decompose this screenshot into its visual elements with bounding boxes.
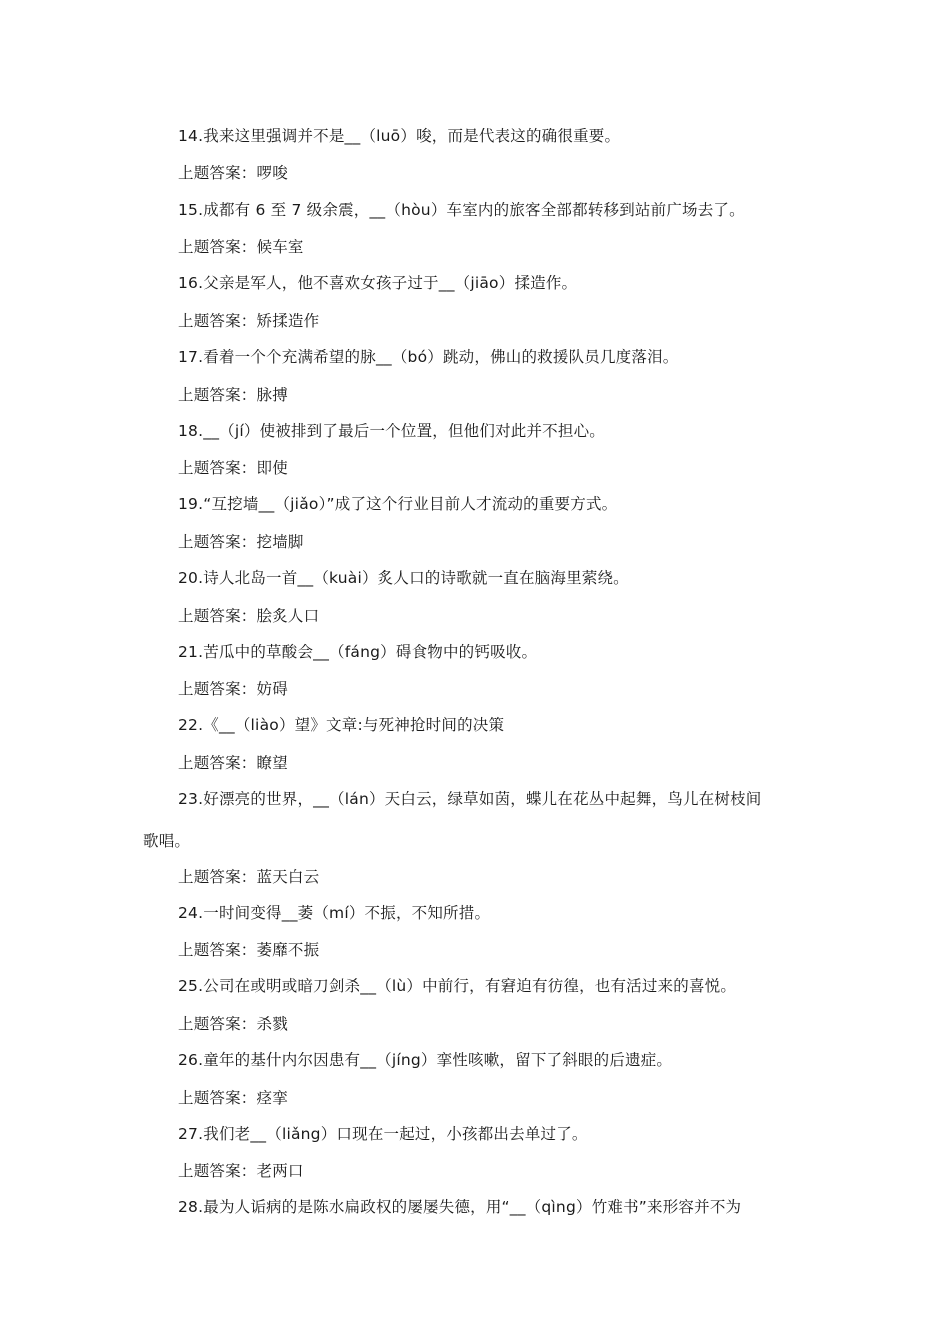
- question-15: 15.成都有 6 至 7 级余震，__（hòu）车室内的旅客全部都转移到站前广场去了。: [178, 201, 745, 219]
- question-24: 24.一时间变得__萎（mí）不振，不知所措。: [178, 904, 491, 922]
- answer-27: 上题答案：老两口: [178, 1162, 304, 1180]
- answer-26: 上题答案：痉挛: [178, 1089, 288, 1107]
- question-17: 17.看着一个个充满希望的脉__（bó）跳动，佛山的救援队员几度落泪。: [178, 348, 679, 366]
- answer-19: 上题答案：挖墙脚: [178, 533, 304, 551]
- answer-22: 上题答案：瞭望: [178, 754, 288, 772]
- question-19: 19.“互挖墙__（jiǎo）”成了这个行业目前人才流动的重要方式。: [178, 495, 618, 513]
- question-26: 26.童年的基什内尔因患有__（jíng）挛性咳嗽，留下了斜眼的后遗症。: [178, 1051, 673, 1069]
- answer-20: 上题答案：脍炙人口: [178, 607, 320, 625]
- question-20: 20.诗人北岛一首__（kuài）炙人口的诗歌就一直在脑海里萦绕。: [178, 569, 629, 587]
- answer-23: 上题答案：蓝天白云: [178, 868, 320, 886]
- question-16: 16.父亲是军人，他不喜欢女孩子过于__（jiāo）揉造作。: [178, 274, 578, 292]
- question-27: 27.我们老__（liǎng）口现在一起过，小孩都出去单过了。: [178, 1125, 588, 1143]
- question-18: 18.__（jí）使被排到了最后一个位置，但他们对此并不担心。: [178, 422, 605, 440]
- answer-17: 上题答案：脉搏: [178, 386, 288, 404]
- answer-14: 上题答案：啰唆: [178, 164, 288, 182]
- question-28: 28.最为人诟病的是陈水扁政权的屡屡失德，用“__（qìng）竹难书”来形容并不为: [178, 1198, 742, 1216]
- question-22: 22.《__（liào）望》文章:与死神抢时间的决策: [178, 716, 505, 734]
- answer-18: 上题答案：即使: [178, 459, 288, 477]
- answer-21: 上题答案：妨碍: [178, 680, 288, 698]
- question-23: 23.好漂亮的世界，__（lán）天白云，绿草如茵，蝶儿在花丛中起舞，鸟儿在树枝间: [178, 790, 762, 808]
- question-21: 21.苦瓜中的草酸会__（fáng）碍食物中的钙吸收。: [178, 643, 538, 661]
- answer-25: 上题答案：杀戮: [178, 1015, 288, 1033]
- question-23-continuation: 歌唱。: [143, 832, 191, 850]
- answer-24: 上题答案：萎靡不振: [178, 941, 320, 959]
- answer-16: 上题答案：矫揉造作: [178, 312, 320, 330]
- answer-15: 上题答案：候车室: [178, 238, 304, 256]
- question-14: 14.我来这里强调并不是__（luō）唆，而是代表这的确很重要。: [178, 127, 621, 145]
- question-25: 25.公司在或明或暗刀剑杀__（lù）中前行，有窘迫有彷徨，也有活过来的喜悦。: [178, 977, 737, 995]
